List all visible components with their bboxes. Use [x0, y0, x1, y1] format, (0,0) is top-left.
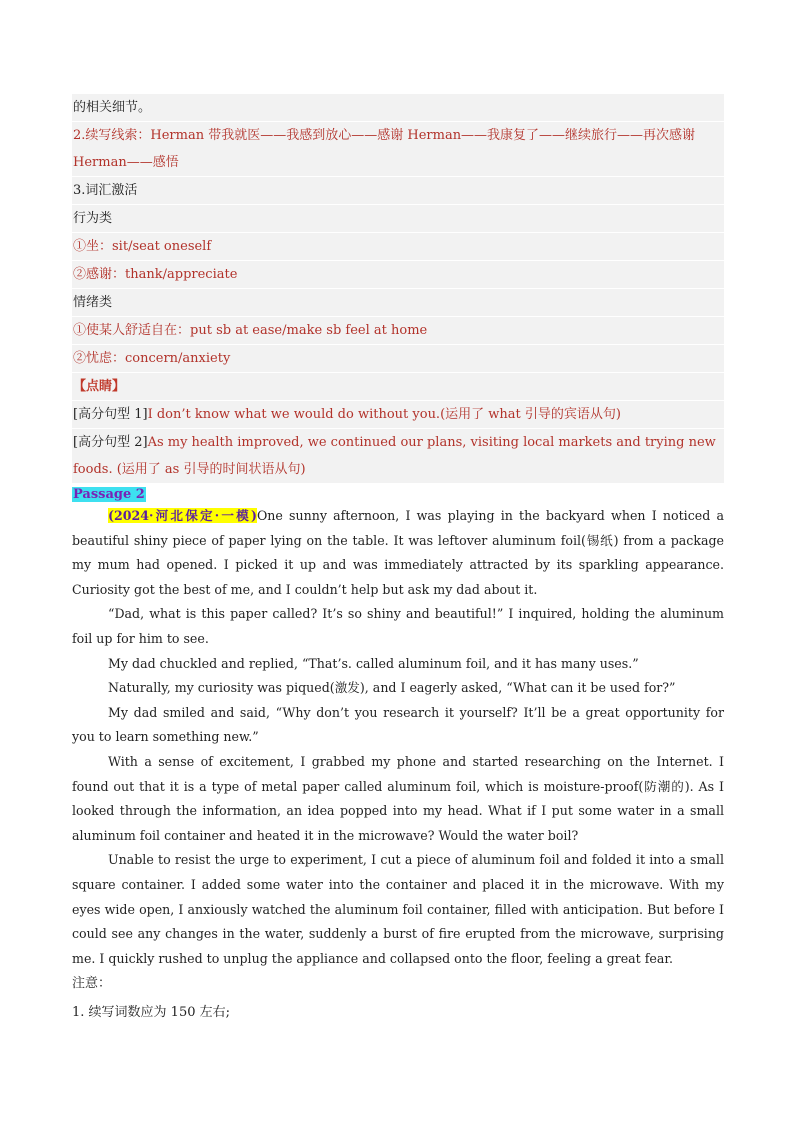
vocab-value: thank/appreciate	[125, 267, 238, 282]
sentence-text: As my health improved, we continued our plans, visiting local markets and trying new foods. (运用了 as 引导的时间状语从句)	[73, 435, 716, 477]
passage-title-text: Passage 2	[73, 487, 145, 502]
clue-text: Herman 带我就医——我感到放心——感谢 Herman——我康复了——继续旅行——再次感谢 Herman——感悟	[73, 128, 696, 170]
vocab-item	[72, 345, 724, 373]
category-emotion: 情绪类	[72, 289, 724, 317]
source-tag: (2024·河北保定·一模)	[108, 508, 257, 523]
sentence-prefix: [高分句型 1]	[73, 407, 148, 422]
passage-paragraph: My dad chuckled and replied, “That’s. called aluminum foil, and it has many uses.”	[108, 655, 639, 671]
passage-paragraph: My dad smiled and said, “Why don’t you research it yourself? It’ll be a great opportunity for you to learn something new.”	[72, 704, 724, 745]
notes-item: 1. 续写词数应为 150 左右;	[72, 1005, 230, 1021]
passage-paragraph	[72, 504, 724, 602]
passage-paragraph: Unable to resist the urge to experiment, I cut a piece of aluminum foil and folded it into a small square container. I added some water into the container and placed it in the microwave. With my eyes wide open, I anxiously watched the aluminum foil container, filled with anticipation. But before I could see any changes in the water, suddenly a burst of fire erupted from the microwave, surprising me. I quickly rushed to unplug the appliance and collapsed onto the floor, feeling a great fear.	[72, 852, 724, 966]
clue-line	[72, 122, 724, 177]
vocab-item	[72, 261, 724, 289]
vocab-value: sit/seat oneself	[112, 239, 212, 254]
highlight-heading: 【点睛】	[72, 373, 724, 401]
clue-label: 2.续写线索：	[73, 128, 151, 143]
sentence-pattern	[72, 429, 724, 484]
sentence-pattern	[72, 401, 724, 429]
sentence-prefix: [高分句型 2]	[73, 435, 148, 450]
vocab-label: ②忧虑：	[73, 351, 126, 366]
passage-title	[72, 487, 724, 502]
sentence-text: I don’t know what we would do without you.(运用了 what 引导的宾语从句)	[147, 407, 621, 422]
passage-paragraph: With a sense of excitement, I grabbed my phone and started researching on the Internet. I found out that it is a type of metal paper called aluminum foil, which is moisture-proof(防潮的). As I looked through the information, an idea popped into my head. What if I put some water in a small aluminum foil container and heated it in the microwave? Would the water boil?	[72, 753, 724, 843]
vocab-title: 3.词汇激活	[72, 177, 724, 205]
vocab-value: concern/anxiety	[125, 351, 231, 366]
vocab-item	[72, 233, 724, 261]
vocab-label: ①使某人舒适自在：	[73, 323, 191, 338]
guide-line-details: 的相关细节。	[72, 94, 724, 122]
passage-paragraph: Naturally, my curiosity was piqued(激发), and I eagerly asked, “What can it be used for?”	[108, 680, 676, 696]
document-page	[72, 94, 724, 1025]
vocab-label: ①坐：	[73, 239, 113, 254]
passage-paragraph: “Dad, what is this paper called? It’s so shiny and beautiful!” I inquired, holding the aluminum foil up for him to see.	[72, 606, 724, 646]
writing-guide-box	[72, 94, 724, 484]
vocab-item	[72, 317, 724, 345]
notes-title: 注意：	[72, 976, 112, 992]
category-behavior: 行为类	[72, 205, 724, 233]
vocab-value: put sb at ease/make sb feel at home	[190, 323, 428, 338]
vocab-label: ②感谢：	[73, 267, 126, 282]
paragraph-text: One sunny afternoon, I was playing in the backyard when I noticed a beautiful shiny piece of paper lying on the table. It was leftover aluminum foil(锡纸) from a package my mum had opened. I picked it up and was immediately attracted by its sparkling appearance. Curiosity got the best of me, and I couldn’t help but ask my dad about it.	[72, 508, 724, 597]
